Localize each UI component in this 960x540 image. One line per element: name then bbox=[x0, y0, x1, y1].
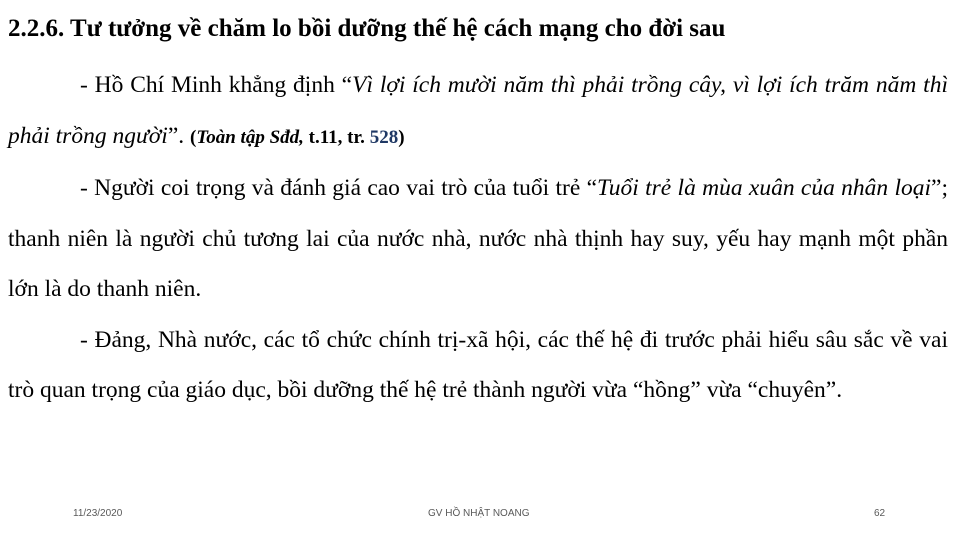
quote-text: Vì lợi ích mười năm thì phải trồng cây, vì lợi ích trăm năm thì phải trồng người bbox=[8, 72, 948, 149]
citation-close: ) bbox=[398, 126, 405, 148]
slide-title: 2.2.6. Tư tưởng về chăm lo bồi dưỡng thế hệ cách mạng cho đời sau bbox=[8, 15, 726, 42]
quote-tail: ”. bbox=[167, 122, 191, 149]
paragraph-lead: - Hồ Chí Minh khẳng định “ bbox=[80, 72, 353, 98]
paragraph-party-state-role: - Đảng, Nhà nước, các tổ chức chính trị-xã hội, các thế hệ đi trước phải hiểu sâu sắc về vai trò quan trọng của giáo dục, bồi dưỡng thế hệ trẻ thành người vừa “hồng” vừa “chuyên”. bbox=[8, 326, 948, 403]
quote-text: Tuổi trẻ là mùa xuân của nhân loại bbox=[597, 175, 932, 201]
citation-volume: t.11, tr. bbox=[303, 126, 365, 148]
paragraph-ho-chi-minh-quote bbox=[8, 60, 948, 163]
footer-author: GV HỒ NHẬT NOANG bbox=[428, 508, 530, 519]
citation-book: Toàn tập Sđd, bbox=[196, 126, 304, 148]
slide-body bbox=[8, 60, 948, 416]
footer-page-number: 62 bbox=[874, 508, 886, 519]
paragraph-tail: ”; thanh niên là người chủ tương lai của nước nhà, nước nhà thịnh hay suy, yếu hay mạnh một phần lớn là do thanh niên. bbox=[8, 175, 949, 302]
source-citation bbox=[190, 127, 404, 148]
citation-page: 528 bbox=[364, 126, 399, 148]
citation-open: ( bbox=[190, 126, 197, 148]
paragraph-lead: - Người coi trọng và đánh giá cao vai trò của tuổi trẻ “ bbox=[80, 175, 598, 201]
paragraph-youth-role bbox=[8, 163, 948, 315]
footer-date: 11/23/2020 bbox=[73, 508, 123, 519]
